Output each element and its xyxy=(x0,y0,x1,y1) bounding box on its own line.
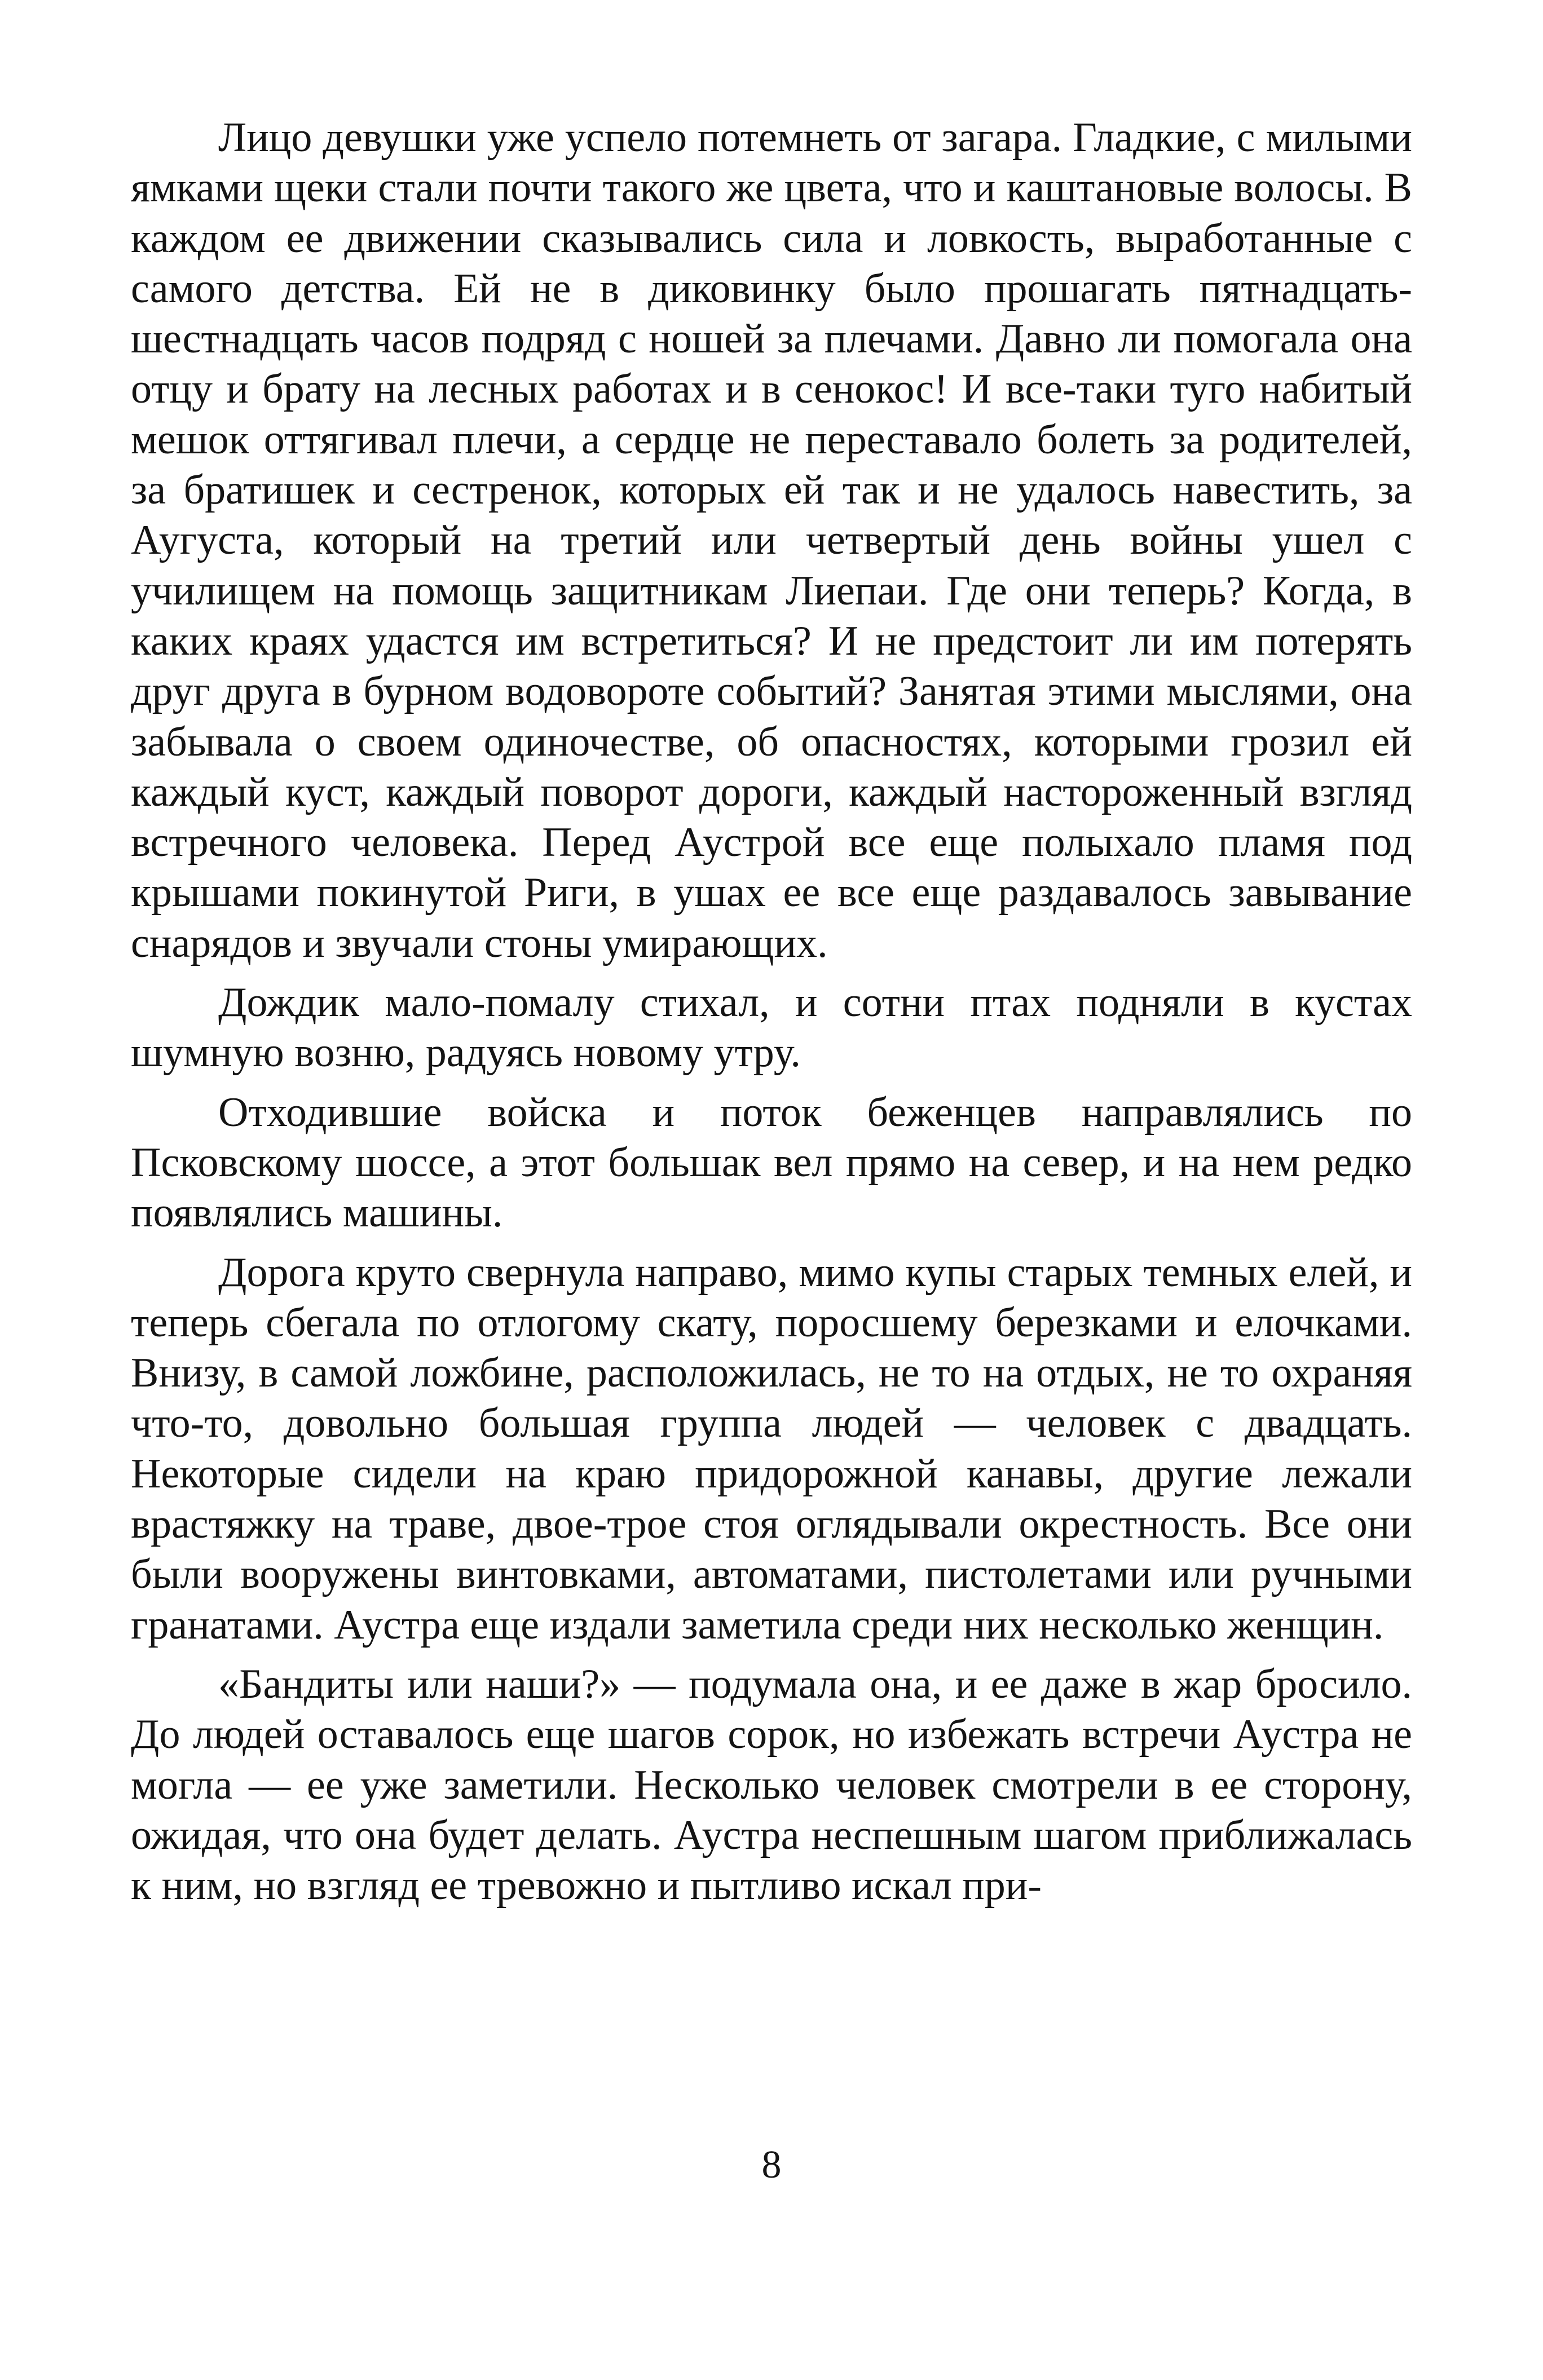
page-number: 8 xyxy=(761,2143,782,2187)
paragraph-1: Лицо девушки уже успело потемнеть от загара. Гладкие, с милыми ямками щеки стали почти такого же цвета, что и каштановые волосы. В каждом ее движении сказывались сила и ловкость, выработанные с самого детства. Ей не в диковинку было прошагать пятнадцать-шестнадцать часов подряд с ношей за плечами. Давно ли помогала она отцу и брату на лесных работах и в сенокос! И все-таки туго набитый мешок оттягивал плечи, а сердце не переставало болеть за родителей, за братишек и сестренок, которых ей так и не удалось навестить, за Аугуста, который на третий или четвертый день войны ушел с училищем на помощь защитникам Лиепаи. Где они теперь? Когда, в каких краях удастся им встретиться? И не предстоит ли им потерять друг друга в бурном водовороте событий? Занятая этими мыслями, она забывала о своем одиночестве, об опасностях, которыми грозил ей каждый куст, каждый поворот дороги, каждый настороженный взгляд встречного человека. Перед Аустрой все еще полыхало пламя под крышами покинутой Риги, в ушах ее все еще раздавалось завывание снарядов и звучали стоны умирающих. xyxy=(131,114,1412,966)
paragraph-2: Дождик мало-помалу стихал, и сотни птах подняли в кустах шумную возню, радуясь новому утру. xyxy=(131,979,1412,1076)
paragraph-3: Отходившие войска и поток беженцев направлялись по Псковскому шоссе, а этот большак вел прямо на север, и на нем редко появлялись машины. xyxy=(131,1089,1412,1237)
paragraph-4: Дорога круто свернула направо, мимо купы старых темных елей, и теперь сбегала по отлогому скату, поросшему березками и елочками. Внизу, в самой ложбине, расположилась, не то на отдых, не то охраняя что-то, довольно большая группа людей — человек с двадцать. Некоторые сидели на краю придорожной канавы, другие лежали врастяжку на траве, двое-трое стоя оглядывали окрестность. Все они были вооружены винтовками, автоматами, пистолетами или ручными гранатами. Аустра еще издали заметила среди них несколько женщин. xyxy=(131,1249,1412,1648)
book-page xyxy=(131,113,1412,2312)
paragraph-5: «Бандиты или наши?» — подумала она, и ее даже в жар бросило. До людей оставалось еще шагов сорок, но избежать встречи Аустра не могла — ее уже заметили. Несколько человек смотрели в ее сторону, ожидая, что она будет делать. Аустра неспешным шагом приближалась к ним, но взгляд ее тревожно и пытливо искал при- xyxy=(131,1661,1412,1909)
